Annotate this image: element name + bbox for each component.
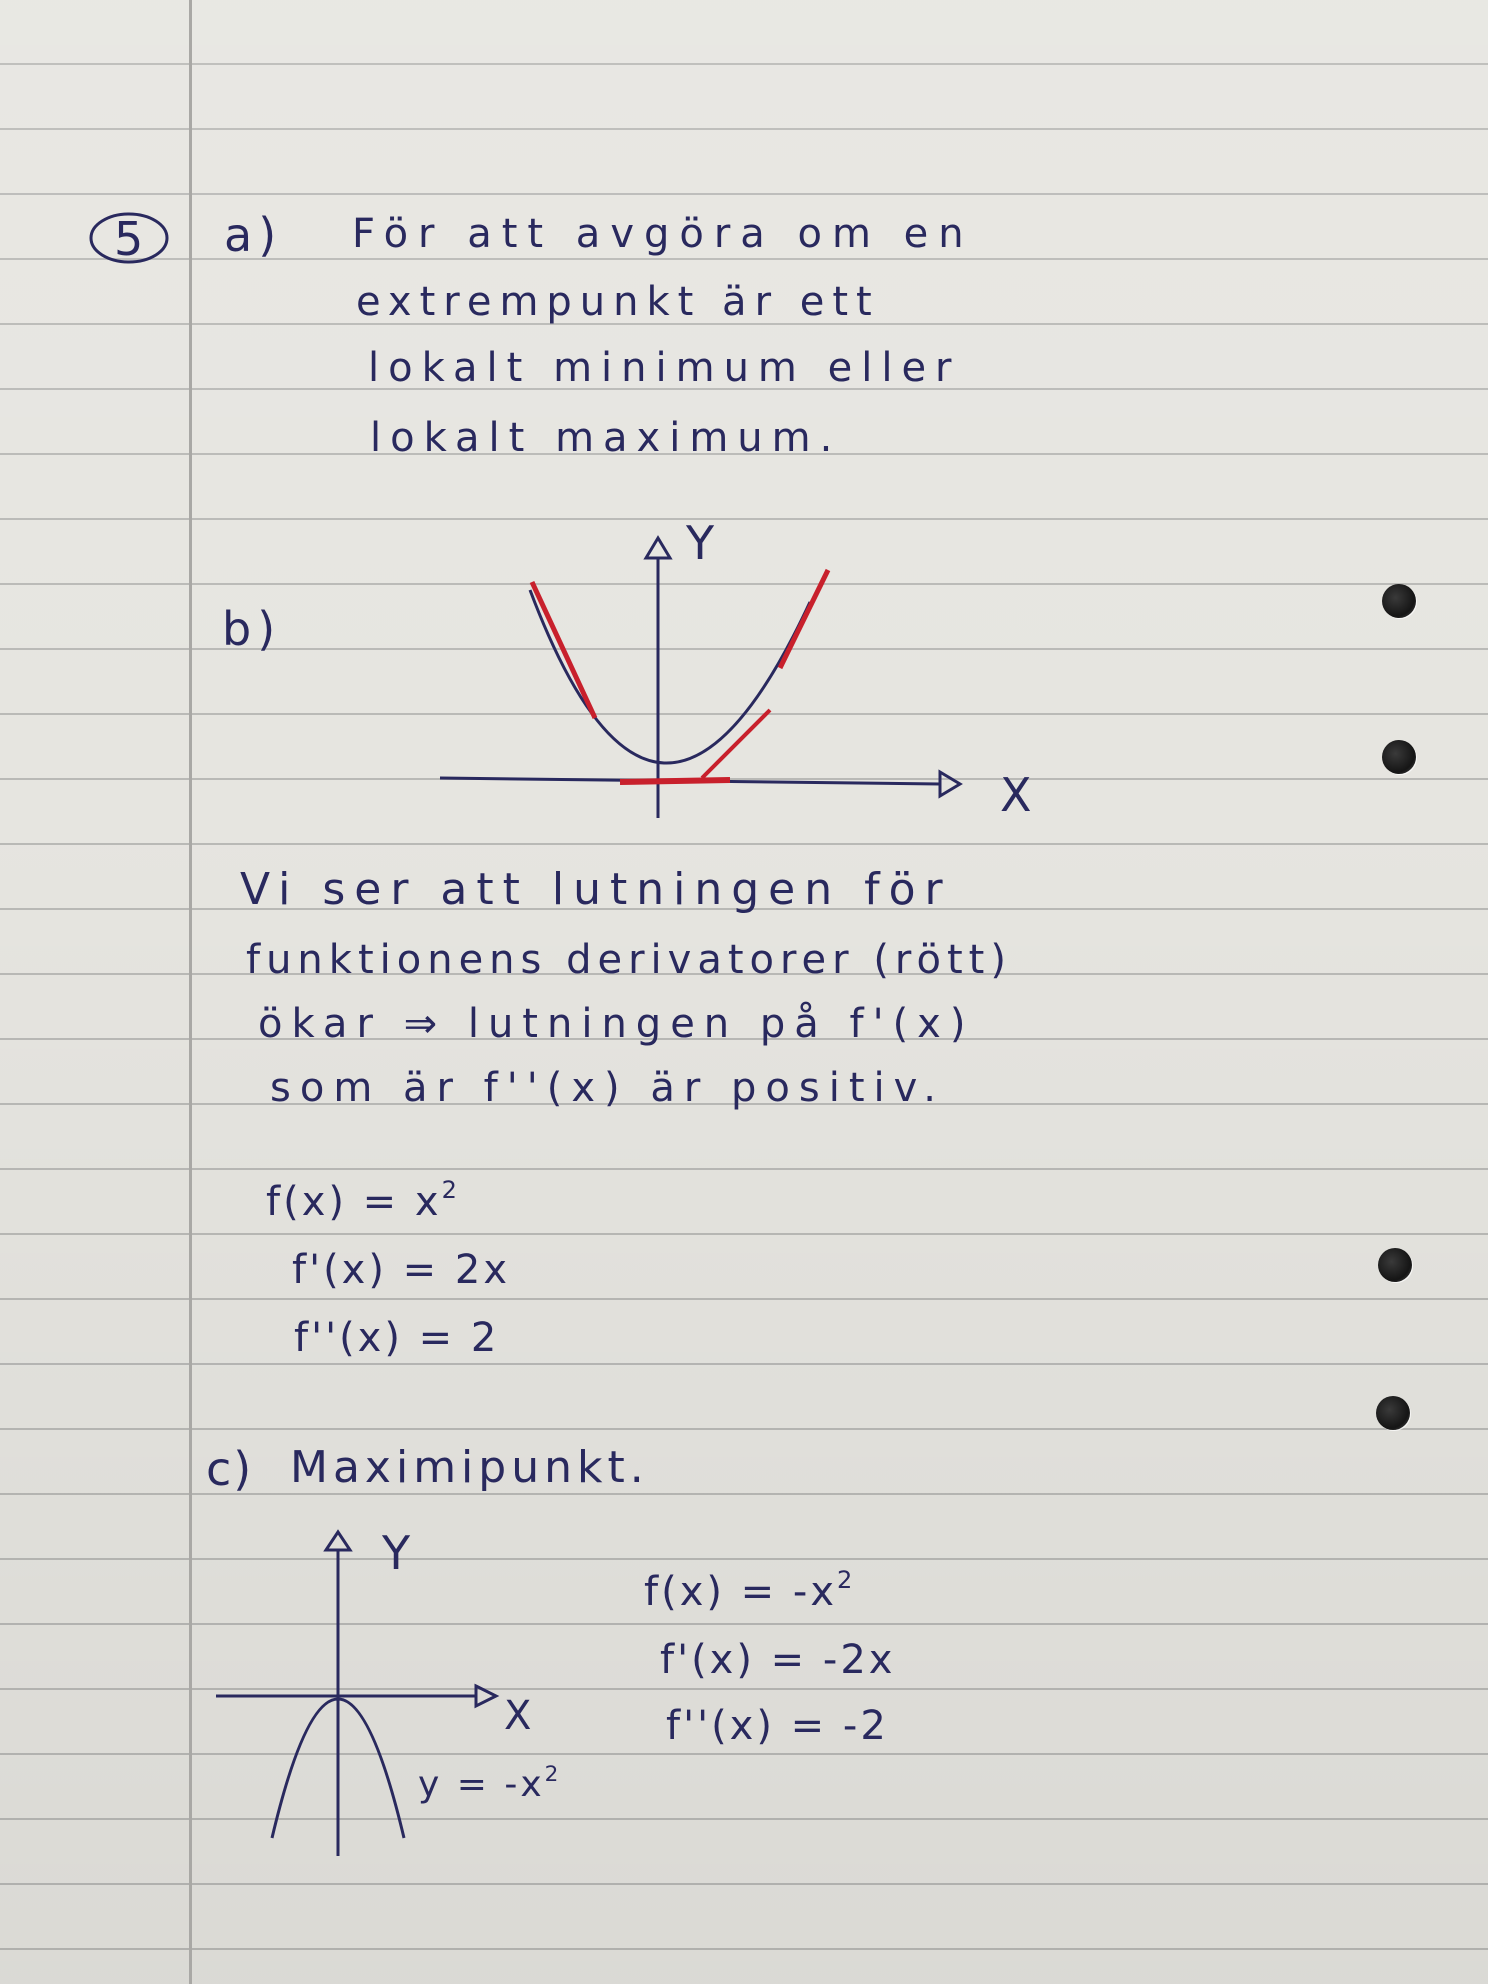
parabola-curve (530, 590, 810, 763)
part-c-title: Maximipunkt. (290, 1442, 649, 1493)
equation-f-exponent: 2 (441, 1176, 457, 1204)
part-b-line: funktionens derivatorer (rött) (246, 937, 1012, 983)
x-axis-label: X (1000, 768, 1038, 822)
equation-f (266, 1176, 457, 1225)
equation-f-text: f(x) = -x (644, 1568, 838, 1615)
part-b-label: b) (222, 602, 282, 656)
problem-number: 5 (114, 212, 144, 266)
punch-hole (1378, 1248, 1412, 1282)
equation-f-prime: f'(x) = 2x (292, 1247, 511, 1293)
curve-label-text: y = -x (418, 1764, 545, 1806)
equation-f-text: f(x) = x (266, 1178, 442, 1225)
part-a-line: lokalt minimum eller (368, 345, 961, 391)
part-a-label: a) (224, 208, 283, 262)
equation-f-double-prime: f''(x) = -2 (666, 1703, 889, 1749)
parabola-graph-c (200, 1520, 560, 1860)
x-axis-label: X (504, 1693, 538, 1739)
punch-hole (1376, 1396, 1410, 1430)
x-axis-arrow (476, 1686, 496, 1706)
y-axis-label: Y (382, 1526, 417, 1580)
part-b-line: ökar ⇒ lutningen på f'(x) (258, 1001, 975, 1047)
equation-f-prime: f'(x) = -2x (660, 1637, 896, 1683)
equation-f (644, 1566, 853, 1615)
curve-label-exponent: 2 (544, 1762, 559, 1787)
parabola-graph-b (430, 510, 1070, 830)
y-axis-arrow (326, 1532, 350, 1550)
y-axis-label: Y (686, 516, 721, 570)
equation-f-double-prime: f''(x) = 2 (294, 1315, 500, 1361)
punch-hole (1382, 584, 1416, 618)
curve-label (418, 1762, 559, 1806)
part-b-line: Vi ser att lutningen för (240, 864, 952, 915)
part-a-line: extrempunkt är ett (356, 279, 880, 325)
tangent-line-red (620, 780, 730, 782)
part-b-line: som är f''(x) är positiv. (270, 1065, 945, 1111)
y-axis-arrow (646, 538, 670, 558)
x-axis-arrow (940, 772, 960, 796)
margin-line (189, 0, 192, 1984)
part-a-line: lokalt maximum. (370, 415, 842, 461)
tangent-line-red (780, 570, 828, 668)
punch-hole (1382, 740, 1416, 774)
part-a-line: För att avgöra om en (352, 211, 974, 257)
equation-f-exponent: 2 (837, 1566, 853, 1594)
part-c-label: c) (206, 1442, 254, 1496)
tangent-line-red (532, 582, 595, 718)
